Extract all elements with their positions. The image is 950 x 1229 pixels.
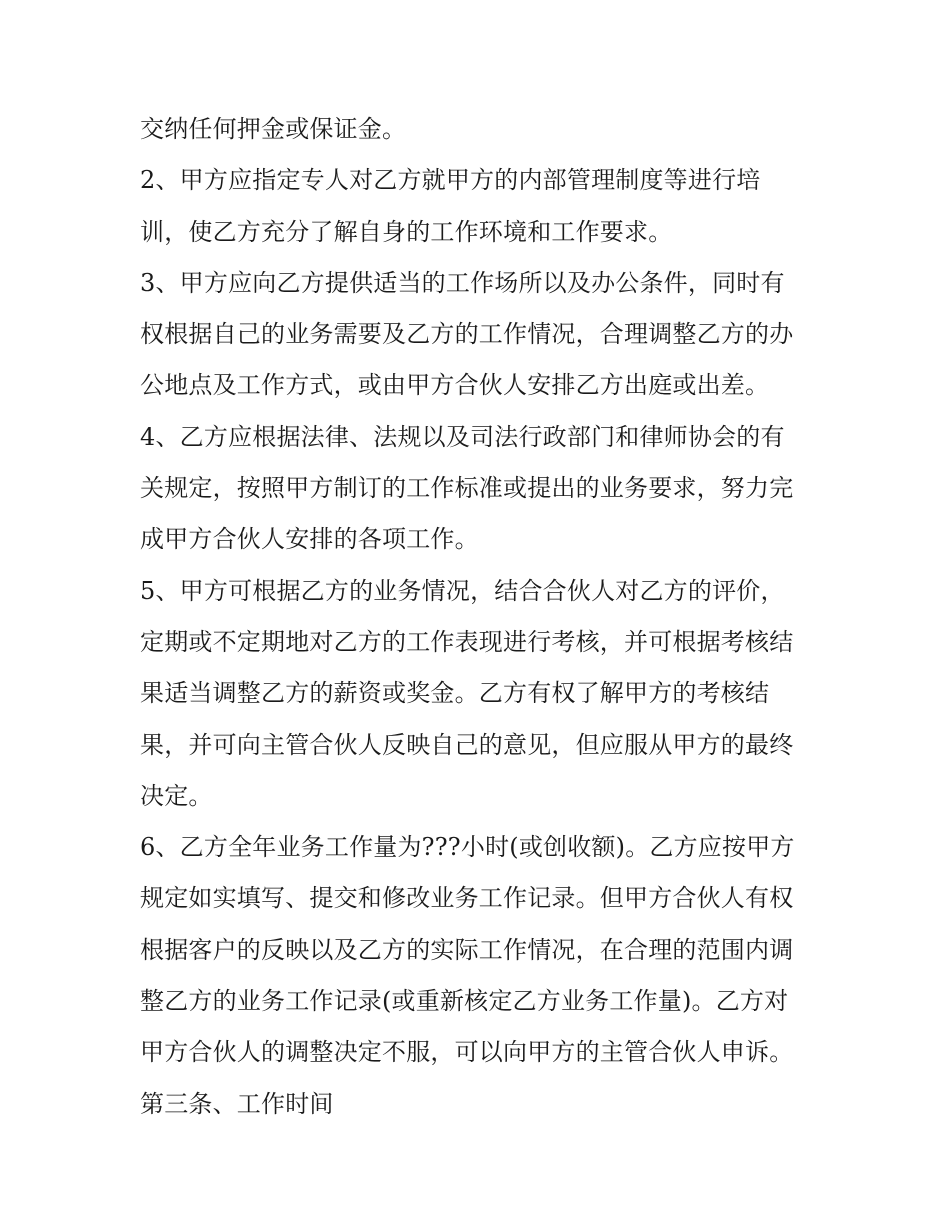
clause-3-line: 3、甲方应向乙方提供适当的工作场所以及办公条件，同时有 xyxy=(140,268,785,297)
text-line: 成甲方合伙人安排的各项工作。 xyxy=(140,525,479,554)
clause-4-line: 4、乙方应根据法律、法规以及司法行政部门和律师协会的有 xyxy=(140,422,785,451)
text-line: 权根据自己的业务需要及乙方的工作情况，合理调整乙方的办 xyxy=(140,320,794,349)
text-line: 定期或不定期地对乙方的工作表现进行考核，并可根据考核结 xyxy=(140,627,794,656)
text-line: 根据客户的反映以及乙方的实际工作情况，在合理的范围内调 xyxy=(140,935,794,964)
clause-5-line: 5、甲方可根据乙方的业务情况，结合合伙人对乙方的评价， xyxy=(140,576,785,605)
section-heading: 第三条、工作时间 xyxy=(140,1089,334,1118)
text-line: 关规定，按照甲方制订的工作标准或提出的业务要求，努力完 xyxy=(140,474,794,503)
text-line: 交纳任何押金或保证金。 xyxy=(140,115,407,143)
text-line: 决定。 xyxy=(140,781,213,810)
clause-2-line: 2、甲方应指定专人对乙方就甲方的内部管理制度等进行培 xyxy=(140,166,761,195)
text-line: 整乙方的业务工作记录(或重新核定乙方业务工作量)。乙方对 xyxy=(140,987,789,1016)
text-line: 规定如实填写、提交和修改业务工作记录。但甲方合伙人有权 xyxy=(140,884,794,913)
clause-6-line: 6、乙方全年业务工作量为???小时(或创收额)。乙方应按甲方 xyxy=(140,833,795,862)
text-line: 甲方合伙人的调整决定不服，可以向甲方的主管合伙人申诉。 xyxy=(140,1038,794,1067)
text-line: 果适当调整乙方的薪资或奖金。乙方有权了解甲方的考核结 xyxy=(140,679,770,708)
document-body xyxy=(140,104,820,1130)
text-line: 果，并可向主管合伙人反映自己的意见，但应服从甲方的最终 xyxy=(140,730,794,759)
text-line: 训，使乙方充分了解自身的工作环境和工作要求。 xyxy=(140,217,673,246)
text-line: 公地点及工作方式，或由甲方合伙人安排乙方出庭或出差。 xyxy=(140,371,770,400)
